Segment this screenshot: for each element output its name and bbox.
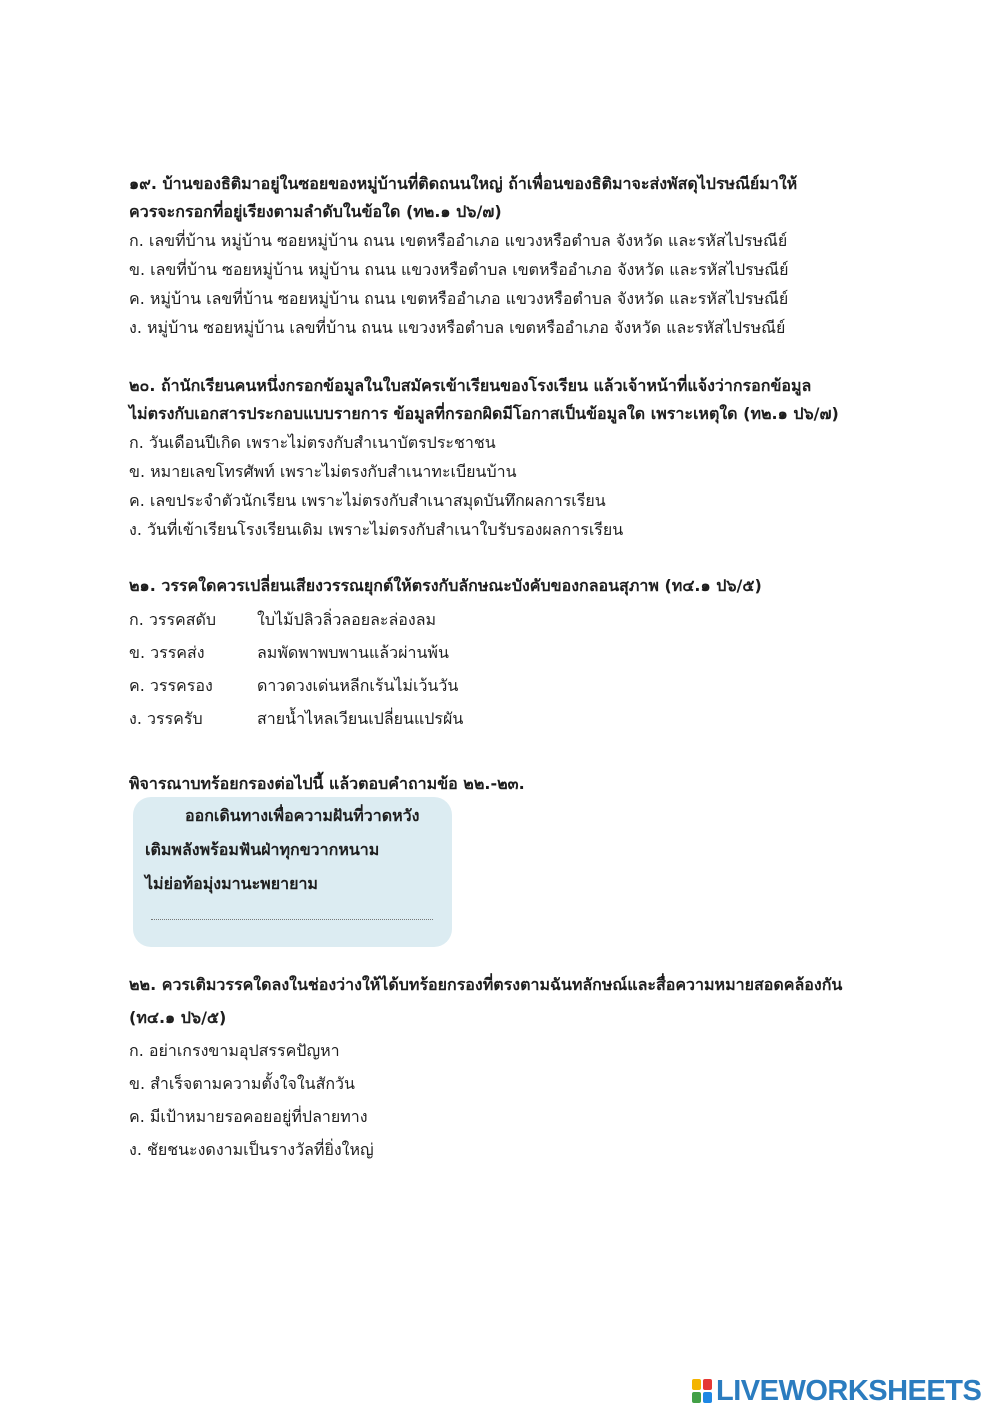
- option-label: ก. วรรคสดับ: [129, 610, 217, 629]
- question-22-option-c[interactable]: ค. มีเป้าหมายรอคอยอยู่ที่ปลายทาง: [129, 1107, 368, 1126]
- question-19-option-b[interactable]: ข. เลขที่บ้าน ซอยหมู่บ้าน หมู่บ้าน ถนน แขวงหรือตำบล เขตหรืออำเภอ จังหวัด และรหัสไปรษณีย์: [129, 260, 789, 279]
- option-label: ค. วรรครอง: [129, 676, 213, 695]
- question-20-stem-line-2: ไม่ตรงกับเอกสารประกอบแบบรายการ ข้อมูลที่กรอกผิดมีโอกาสเป็นข้อมูลใด เพราะเหตุใด (ท๒.๑ ป๖/๗): [129, 404, 839, 423]
- instruction-text: พิจารณาบทร้อยกรองต่อไปนี้ แล้วตอบคำถามข้อ ๒๒.-๒๓.: [129, 774, 525, 793]
- question-22: [129, 968, 869, 1166]
- question-19-option-d[interactable]: ง. หมู่บ้าน ซอยหมู่บ้าน เลขที่บ้าน ถนน แขวงหรือตำบล เขตหรืออำเภอ จังหวัด และรหัสไปรษณีย์: [129, 318, 786, 337]
- question-22-option-b[interactable]: ข. สำเร็จตามความตั้งใจในสักวัน: [129, 1074, 355, 1093]
- option-verse: ใบไม้ปลิวลิ่วลอยละล่องลม: [257, 610, 437, 629]
- liveworksheets-brand: [692, 1375, 981, 1407]
- question-21: [129, 572, 869, 736]
- question-22-option-d[interactable]: ง. ชัยชนะงดงามเป็นรางวัลที่ยิ่งใหญ่: [129, 1140, 374, 1159]
- instruction: [129, 770, 869, 798]
- question-21-option-d[interactable]: [129, 703, 869, 736]
- option-verse: สายน้ำไหลเวียนเปลี่ยนแปรผัน: [257, 709, 464, 728]
- question-20-option-b[interactable]: ข. หมายเลขโทรศัพท์ เพราะไม่ตรงกับสำเนาทะเบียนบ้าน: [129, 462, 517, 481]
- question-20-option-a[interactable]: ก. วันเดือนปีเกิด เพราะไม่ตรงกับสำเนาบัตรประชาชน: [129, 433, 496, 452]
- question-19-stem-line-2: ควรจะกรอกที่อยู่เรียงตามลำดับในข้อใด (ท๒.๑ ป๖/๗): [129, 202, 502, 221]
- liveworksheets-logo-icon: [692, 1379, 712, 1403]
- brand-text: LIVEWORKSHEETS: [716, 1374, 982, 1407]
- question-22-stem-line-2: (ท๔.๑ ป๖/๕): [129, 1008, 227, 1027]
- logo-square: [692, 1392, 701, 1403]
- question-20-option-c[interactable]: ค. เลขประจำตัวนักเรียน เพราะไม่ตรงกับสำเนาสมุดบันทึกผลการเรียน: [129, 491, 606, 510]
- question-22-option-a[interactable]: ก. อย่าเกรงขามอุปสรรคปัญหา: [129, 1041, 340, 1060]
- option-verse: ดาวดวงเด่นหลีกเร้นไม่เว้นวัน: [257, 676, 459, 695]
- option-verse: ลมพัดพาพบพานแล้วผ่านพ้น: [257, 643, 449, 662]
- question-21-option-c[interactable]: [129, 670, 869, 703]
- poem-blank-line[interactable]: [151, 919, 433, 920]
- logo-square: [703, 1379, 712, 1390]
- question-21-option-b[interactable]: [129, 637, 869, 670]
- poem-line-3: ไม่ย่อท้อมุ่งมานะพยายาม: [145, 874, 318, 893]
- question-21-stem: ๒๑. วรรคใดควรเปลี่ยนเสียงวรรณยุกต์ให้ตรงกับลักษณะบังคับของกลอนสุภาพ (ท๔.๑ ป๖/๕): [129, 576, 762, 595]
- question-19-option-a[interactable]: ก. เลขที่บ้าน หมู่บ้าน ซอยหมู่บ้าน ถนน เขตหรืออำเภอ แขวงหรือตำบล จังหวัด และรหัสไปรษณีย์: [129, 231, 788, 250]
- poem-line-1: ออกเดินทางเพื่อความฝันที่วาดหวัง: [185, 806, 420, 825]
- question-20-stem-line-1: ๒๐. ถ้านักเรียนคนหนึ่งกรอกข้อมูลในใบสมัครเข้าเรียนของโรงเรียน แล้วเจ้าหน้าที่แจ้งว่ากรอกข้อมูล: [129, 376, 812, 395]
- logo-square: [703, 1392, 712, 1403]
- question-20: [129, 372, 869, 544]
- question-19-option-c[interactable]: ค. หมู่บ้าน เลขที่บ้าน ซอยหมู่บ้าน ถนน เขตหรืออำเภอ แขวงหรือตำบล จังหวัด และรหัสไปรษณีย์: [129, 289, 789, 308]
- question-19-stem-line-1: ๑๙. บ้านของธิติมาอยู่ในซอยของหมู่บ้านที่ติดถนนใหญ่ ถ้าเพื่อนของธิติมาจะส่งพัสดุไปรษณีย์มาให้: [129, 174, 798, 193]
- option-label: ข. วรรคส่ง: [129, 643, 205, 662]
- question-21-option-a[interactable]: [129, 604, 869, 637]
- question-20-option-d[interactable]: ง. วันที่เข้าเรียนโรงเรียนเดิม เพราะไม่ตรงกับสำเนาใบรับรองผลการเรียน: [129, 520, 624, 539]
- poem-line-2: เติมพลังพร้อมฟันฝ่าทุกขวากหนาม: [145, 840, 380, 859]
- question-22-stem-line-1: ๒๒. ควรเติมวรรคใดลงในช่องว่างให้ได้บทร้อยกรองที่ตรงตามฉันทลักษณ์และสื่อความหมายสอดคล้องกัน: [129, 975, 843, 994]
- logo-square: [692, 1379, 701, 1390]
- poem-box: [133, 797, 452, 947]
- question-19: [129, 170, 869, 342]
- option-label: ง. วรรครับ: [129, 709, 203, 728]
